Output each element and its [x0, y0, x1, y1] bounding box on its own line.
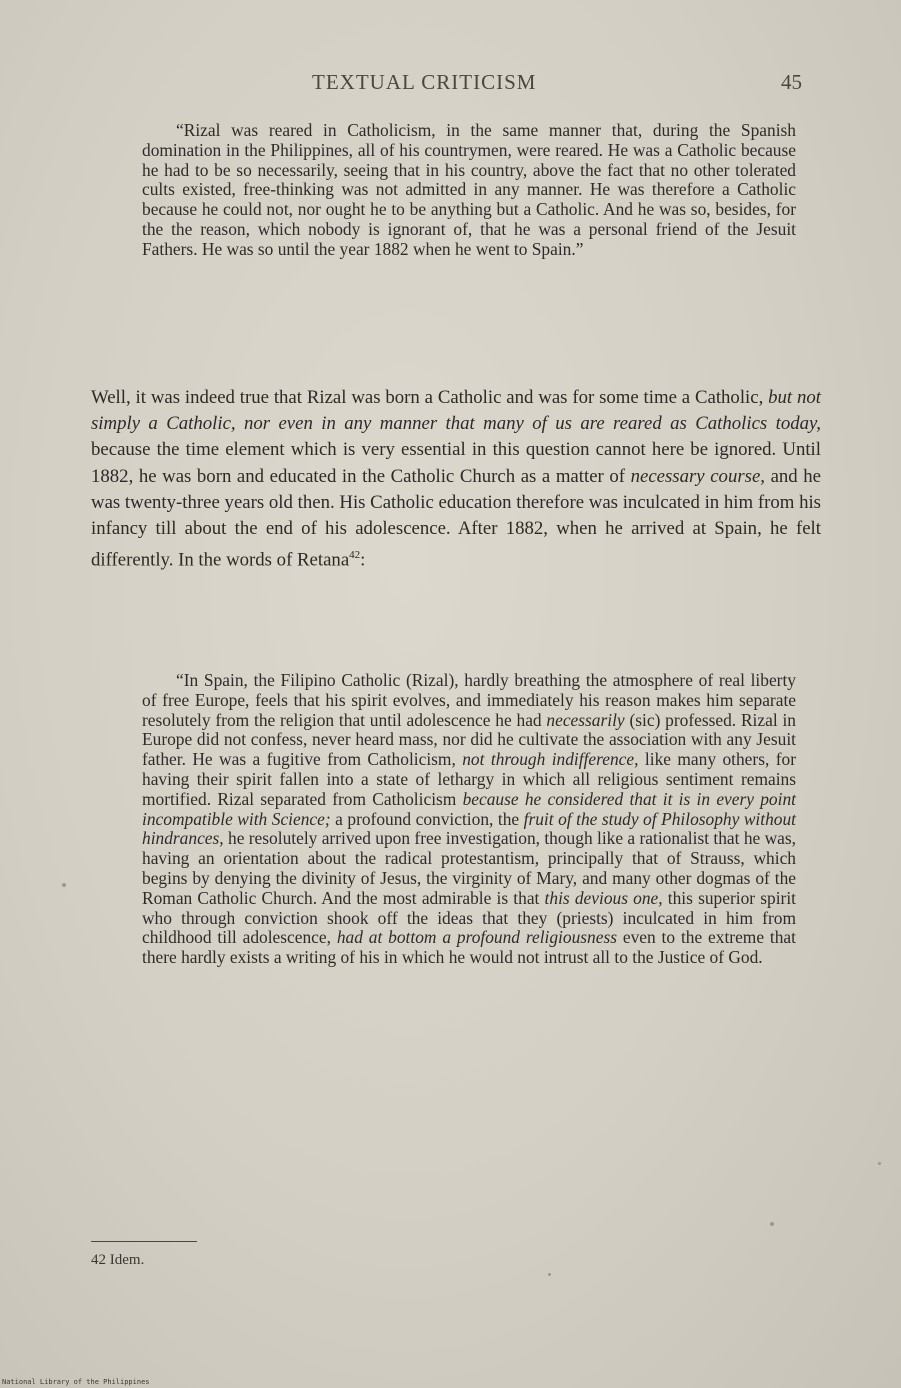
quote-2-text-4: a profound conviction, the — [330, 808, 524, 829]
quote-2-italic-3: because he considered that it is in every point incompatible with Science; — [142, 788, 796, 829]
body-paragraph — [91, 385, 821, 574]
quote-2-text-2: (sic) professed. Rizal in Europe did not confess, never heard mass, nor did he cultivate the association with any Jesuit father. He was a fugitive from Catholicism, — [142, 709, 796, 770]
running-title: TEXTUAL CRITICISM — [312, 70, 537, 94]
quote-2-italic-6: had at bottom a profound religiousness — [336, 927, 617, 948]
body-italic-1: but not simply a Catholic, nor even in any manner that many of us are reared as Catholics today, — [91, 387, 821, 435]
quote-2-text-5: he resolutely arrived upon free investigation, though like a rationalist that he was, having an orientation about the radical protestantism, principally that of Strauss, which begins by denying the divinity of Jesus, the virginity of Mary, and many other dogmas of the Roman Catholic Church. And the most admirable is that — [142, 828, 796, 908]
footnote-marker: 42 — [349, 549, 361, 562]
quote-2-italic-1: necessarily — [546, 709, 625, 730]
block-quote-2 — [142, 671, 796, 968]
paper-speck — [878, 1162, 881, 1165]
quote-2-text-1: “In Spain, the Filipino Catholic (Rizal), hardly breathing the atmosphere of real liberty of free Europe, feels that his spirit evolves, and immediately his reason makes him separate resolutely from the religion that until adolescence he had — [142, 670, 796, 730]
block-quote-1 — [142, 121, 796, 260]
quote-2-italic-4: fruit of the study of Philosophy without hindrances, — [142, 808, 797, 849]
quote-2-text-7: even to the extreme that there hardly exists a writing of his in which he would not intrust all to the Justice of God. — [142, 927, 796, 968]
body-text-2: because the time element which is very essential in this question cannot here be ignored. Until 1882, he was born and educated in the Catholic Church as a matter of — [91, 439, 821, 487]
body-italic-2: necessary course, — [630, 465, 765, 487]
body-paragraph-text — [91, 385, 821, 574]
footnote: 42 Idem. — [91, 1252, 145, 1268]
body-text-4: : — [360, 549, 366, 571]
quote-2-text-3: like many others, for having their spirit fallen into a state of lethargy in which all religious sentiment remains mortified. Rizal separated from Catholicism — [142, 749, 797, 809]
quote-2-italic-2: not through indifference, — [462, 749, 639, 770]
paper-speck — [770, 1222, 774, 1226]
page-number: 45 — [781, 70, 802, 94]
page-header — [0, 70, 901, 100]
paper-speck — [548, 1273, 551, 1276]
quote-1-paragraph: “Rizal was reared in Catholicism, in the same manner that, during the Spanish domination in the Philippines, all of his countrymen, were reared. He was a Catholic because he had to be so necessarily, seeing that in his country, above the fact that no other tolerated cults existed, free-thinking was not admitted in any manner. He was therefore a Catholic because he could not, nor ought he to be anything but a Catholic. And he was so, besides, for the the reason, which nobody is ignorant of, that he was a personal friend of the Jesuit Fathers. He was so until the year 1882 when he went to Spain.” — [142, 120, 796, 259]
quote-2-italic-5: this devious one, — [544, 887, 663, 908]
body-text-1: Well, it was indeed true that Rizal was born a Catholic and was for some time a Catholic, — [91, 387, 769, 408]
quote-2-paragraph — [142, 671, 796, 968]
footnote-rule — [91, 1241, 197, 1242]
library-watermark: National Library of the Philippines — [2, 1378, 150, 1386]
body-text-3: and he was twenty-three years old then. His Catholic education therefore was inculcated in him from his infancy till about the end of his adolescence. After 1882, when he arrived at Spain, he felt differently. In the words of Retana — [91, 465, 821, 571]
quote-2-text-6: this superior spirit who through conviction shook off the ideas that they (priests) inculcated in him from childhood till adolescence, — [142, 887, 796, 948]
paper-speck — [62, 883, 66, 887]
